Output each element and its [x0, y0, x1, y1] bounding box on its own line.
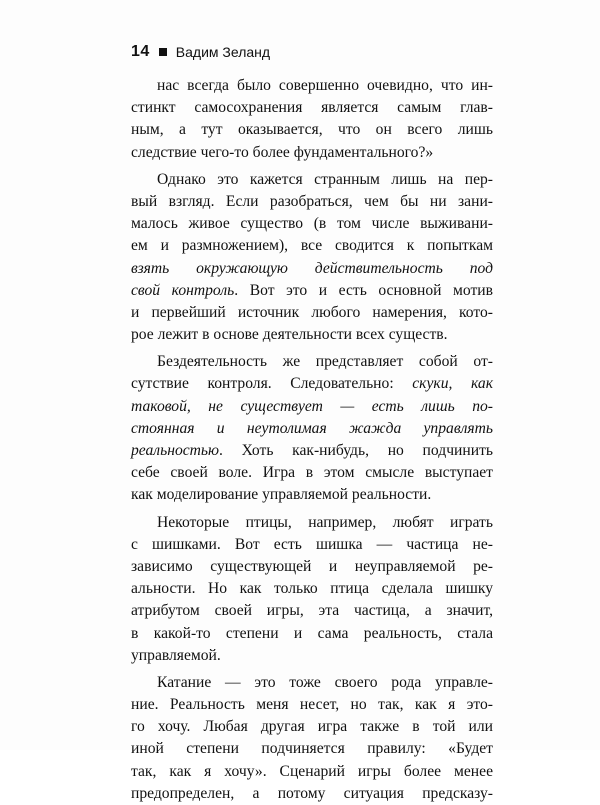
italic-text-span: взять окружающую действительность под	[131, 259, 493, 277]
text-line	[131, 396, 493, 418]
text-span: сутствие контроля. Следовательно:	[131, 375, 413, 393]
text-line	[131, 484, 493, 506]
text-span: следствие чего-то более фундаментального?»	[131, 143, 434, 161]
text-line	[131, 258, 493, 280]
text-line	[131, 672, 493, 694]
text-span: иной степени подчиняется правилу: «Будет	[131, 740, 493, 758]
text-line	[131, 142, 493, 164]
text-line	[131, 191, 493, 213]
text-line	[131, 440, 493, 462]
text-line	[131, 761, 493, 783]
text-span: . Вот это и есть основной мотив	[234, 281, 494, 299]
text-span: управляемой.	[131, 646, 221, 664]
text-line	[131, 623, 493, 645]
text-span: Некоторые птицы, например, любят играть	[157, 513, 493, 531]
text-span: предопределен, а потому ситуация предсказу-	[131, 784, 493, 802]
text-span: ем и размножением), все сводится к попыткам	[131, 237, 493, 255]
italic-text-span: стоянная и неутолимая жажда управлять	[131, 419, 493, 437]
text-line	[131, 645, 493, 667]
text-span: нас всегда было совершенно очевидно, что ин-	[157, 77, 493, 94]
text-line	[131, 119, 493, 141]
body-text	[131, 75, 493, 805]
text-line	[131, 534, 493, 556]
text-line	[131, 373, 493, 395]
text-line	[131, 556, 493, 578]
text-span: го хочу. Любая другая игра также в той или	[131, 718, 493, 736]
text-line	[131, 280, 493, 302]
square-separator-icon	[159, 48, 167, 56]
text-line	[131, 600, 493, 622]
text-span: Однако это кажется странным лишь на пер-	[157, 170, 493, 188]
page-number: 14	[131, 43, 150, 60]
text-line	[131, 169, 493, 191]
running-header	[131, 42, 270, 62]
text-span: малось живое существо (в том числе выживани-	[131, 215, 493, 233]
text-span: зависимо существующей и неуправляемой ре-	[131, 557, 493, 575]
text-line	[131, 235, 493, 257]
text-span: ным, а тут оказывается, что он всего лишь	[131, 121, 493, 139]
italic-text-span: скуки, как	[412, 375, 493, 393]
text-line	[131, 716, 493, 738]
text-span: с шишками. Вот есть шишка — частица не-	[131, 535, 493, 553]
text-span: Катание — это тоже своего рода управле-	[157, 673, 493, 691]
text-span: ние. Реальность меня несет, но так, как я это-	[131, 696, 493, 714]
author-name: Вадим Зеланд	[175, 44, 271, 60]
text-span: . Хоть как-нибудь, но подчинить	[219, 442, 493, 459]
text-line	[131, 302, 493, 324]
text-line	[131, 783, 493, 805]
text-line	[131, 97, 493, 119]
text-span: в какой-то степени и сама реальность, стала	[131, 624, 493, 642]
text-span: стинкт самосохранения является самым глав-	[131, 99, 493, 117]
text-span: альности. Но как только птица сделала шишку	[131, 580, 493, 598]
text-line	[131, 351, 493, 373]
text-line	[131, 694, 493, 716]
text-span: атрибутом своей игры, эта частица, а значит,	[131, 602, 493, 620]
text-line	[131, 578, 493, 600]
text-span: так, как я хочу». Сценарий игры более менее	[131, 762, 493, 780]
italic-text-span: таковой, не существует — есть лишь по-	[131, 397, 493, 415]
italic-text-span: реальностью	[131, 442, 220, 459]
text-line	[131, 462, 493, 484]
text-line	[131, 418, 493, 440]
text-span: рое лежит в основе деятельности всех существ.	[131, 326, 448, 344]
text-line	[131, 324, 493, 346]
italic-text-span: свой контроль	[131, 281, 235, 299]
text-span: как моделирование управляемой реальности.	[131, 486, 432, 504]
text-span: Бездеятельность же представляет собой от-	[157, 353, 493, 371]
text-line	[131, 75, 493, 97]
text-span: себе своей воле. Игра в этом смысле выступает	[131, 464, 493, 482]
text-span: и первейший источник любого намерения, кото-	[131, 303, 493, 321]
text-line	[131, 512, 493, 534]
text-span: вый взгляд. Если разобраться, чем бы ни зани-	[131, 192, 493, 210]
text-line	[131, 213, 493, 235]
